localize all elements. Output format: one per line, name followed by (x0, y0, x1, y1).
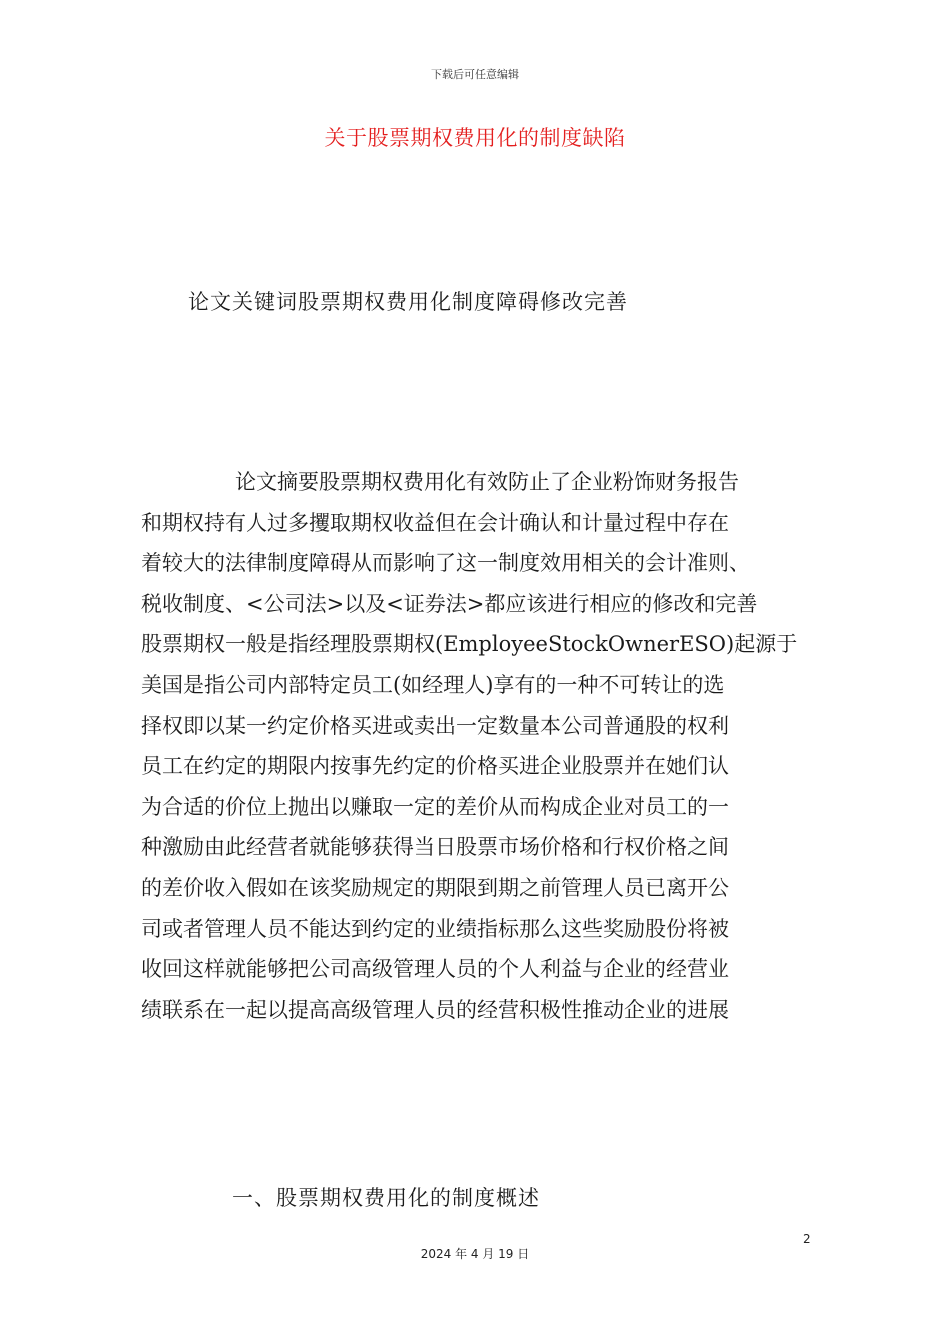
keywords-line: 论文关键词股票期权费用化制度障碍修改完善 (188, 290, 628, 314)
abstract-line: 司或者管理人员不能达到约定的业绩指标那么这些奖励股份将被 (141, 916, 729, 941)
abstract-line: 和期权持有人过多攫取期权收益但在会计确认和计量过程中存在 (141, 510, 729, 535)
abstract-line: 税收制度、<公司法>以及<证券法>都应该进行相应的修改和完善 (141, 591, 758, 616)
abstract-line: 的差价收入假如在该奖励规定的期限到期之前管理人员已离开公 (141, 875, 729, 900)
abstract-line: 收回这样就能够把公司高级管理人员的个人利益与企业的经营业 (141, 957, 729, 982)
footer-date: 2024 年 4 月 19 日 (420, 1247, 530, 1261)
abstract-line: 着较大的法律制度障碍从而影响了这一制度效用相关的会计准则、 (141, 551, 750, 576)
document-title: 关于股票期权费用化的制度缺陷 (324, 126, 626, 150)
abstract-line: 股票期权一般是指经理股票期权(EmployeeStockOwnerESO)起源于 (141, 632, 798, 657)
section-heading: 一、股票期权费用化的制度概述 (232, 1186, 540, 1210)
abstract-line: 员工在约定的期限内按事先约定的价格买进企业股票并在她们认 (141, 754, 729, 779)
header-note: 下载后可任意编辑 (431, 68, 519, 81)
abstract-line: 美国是指公司内部特定员工(如经理人)享有的一种不可转让的选 (141, 672, 725, 697)
abstract-line: 论文摘要股票期权费用化有效防止了企业粉饰财务报告 (235, 470, 739, 494)
abstract-line: 种激励由此经营者就能够获得当日股票市场价格和行权价格之间 (141, 835, 729, 860)
page-number: 2 (803, 1232, 811, 1246)
abstract-line: 绩联系在一起以提高高级管理人员的经营积极性推动企业的进展 (141, 997, 729, 1022)
abstract-line: 择权即以某一约定价格买进或卖出一定数量本公司普通股的权利 (141, 713, 729, 738)
abstract-paragraph (141, 462, 831, 1030)
abstract-line: 为合适的价位上抛出以赚取一定的差价从而构成企业对员工的一 (141, 794, 729, 819)
